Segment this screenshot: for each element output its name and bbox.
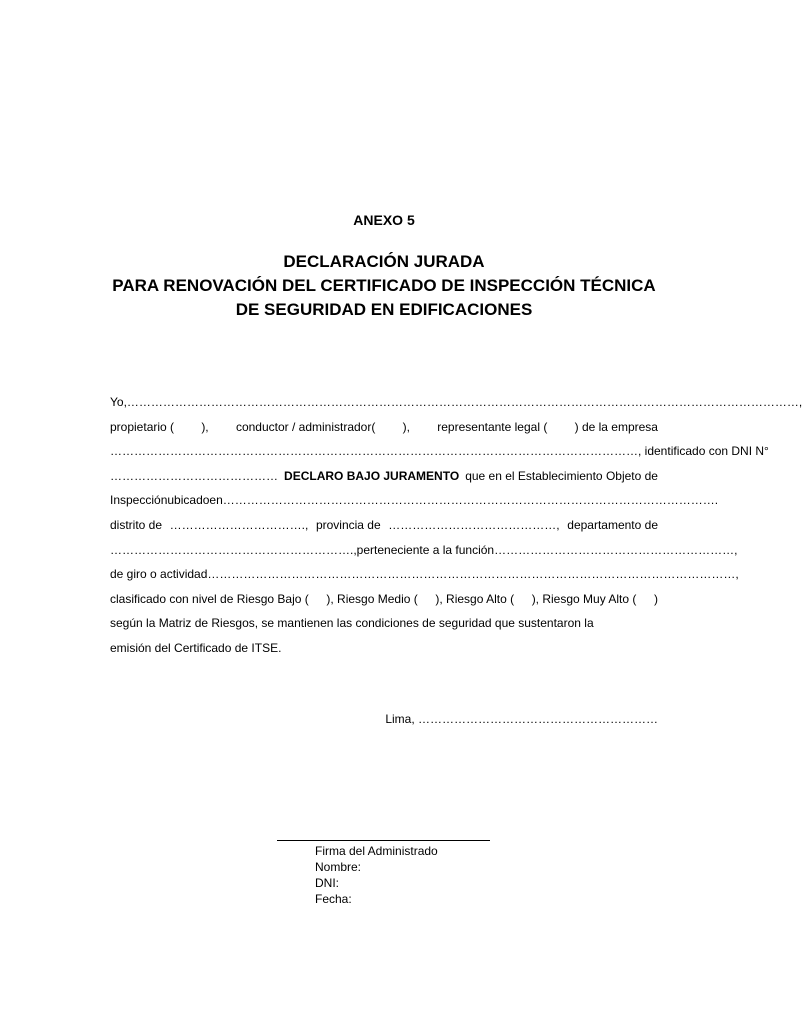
title-line-1: DECLARACIÓN JURADA	[283, 252, 485, 271]
text-fragment: de giro o actividad	[110, 567, 208, 582]
body-line-5	[110, 488, 719, 513]
text-fragment: representante legal (	[437, 419, 548, 434]
function-blank: ……………………………………………………,	[494, 542, 738, 557]
title-line-3: DE SEGURIDAD EN EDIFICACIONES	[235, 300, 533, 319]
title-line-2: PARA RENOVACIÓN DEL CERTIFICADO DE INSPECCIÓN TÉCNICA	[112, 276, 656, 295]
signature-line	[277, 840, 490, 841]
text-fragment: ),	[402, 419, 410, 434]
body-line-3	[110, 439, 769, 464]
text-fragment: ),	[201, 419, 209, 434]
company-blank: ……………………………………………………………………………………………………………………, identificado con DNI N°	[110, 444, 769, 459]
text-fragment: según la Matriz de Riesgos, se mantienen las condiciones de seguridad que sustentaron la	[110, 616, 594, 631]
dni-blank: ……………………………………	[110, 468, 278, 483]
signature-block	[315, 843, 438, 907]
signature-title: Firma del Administrado	[315, 844, 438, 858]
declaration-body	[110, 390, 802, 661]
text-fragment: distrito de	[110, 517, 163, 532]
annex-label: ANEXO 5	[353, 212, 415, 228]
date-label: Fecha:	[315, 892, 352, 906]
text-fragment: emisión del Certificado de ITSE.	[110, 640, 282, 655]
text-fragment: ), Riesgo Medio (	[326, 591, 418, 606]
body-line-1	[110, 390, 802, 415]
oath-statement: DECLARO BAJO JURAMENTO	[284, 468, 460, 483]
body-line-9	[110, 587, 658, 612]
name-blank: ……………………………………………………………………………………………………………………………………………………,	[126, 395, 802, 409]
text-fragment: perteneciente a la función	[356, 542, 495, 557]
text-fragment: Yo,	[110, 395, 127, 409]
text-fragment: departamento de	[567, 517, 658, 532]
address-blank: …………………………………………………………………………………………………………….	[222, 493, 719, 508]
place-date: Lima, ……………………………………………………	[385, 712, 658, 726]
text-fragment: ubicado	[167, 493, 210, 508]
text-fragment: propietario (	[110, 419, 175, 434]
body-line-7	[110, 538, 738, 563]
body-line-11	[110, 636, 658, 661]
document-title	[60, 250, 708, 322]
text-fragment: ), Riesgo Muy Alto (	[531, 591, 637, 606]
text-fragment: Inspección	[110, 493, 168, 508]
text-fragment: ) de la empresa	[574, 419, 658, 434]
body-line-4	[110, 464, 658, 489]
name-label: Nombre:	[315, 860, 362, 874]
text-fragment: ), Riesgo Alto (	[435, 591, 515, 606]
text-fragment: que en el Establecimiento Objeto de	[465, 468, 658, 483]
body-line-2	[110, 415, 658, 440]
text-fragment: )	[654, 591, 658, 606]
text-fragment: clasificado con nivel de Riesgo Bajo (	[110, 591, 309, 606]
text-fragment: en	[209, 493, 223, 508]
district-blank: …………………………….,	[169, 517, 309, 532]
department-blank: …………………………………………………….,	[110, 542, 357, 557]
dni-label: DNI:	[315, 876, 339, 890]
body-line-8	[110, 562, 739, 587]
text-fragment: provincia de	[315, 517, 381, 532]
province-blank: ……………………………………,	[388, 517, 560, 532]
activity-blank: ……………………………………………………………………………………………………………………,	[207, 567, 739, 582]
text-fragment: conductor / administrador(	[235, 419, 376, 434]
body-line-6	[110, 513, 658, 538]
body-line-10	[110, 611, 658, 636]
